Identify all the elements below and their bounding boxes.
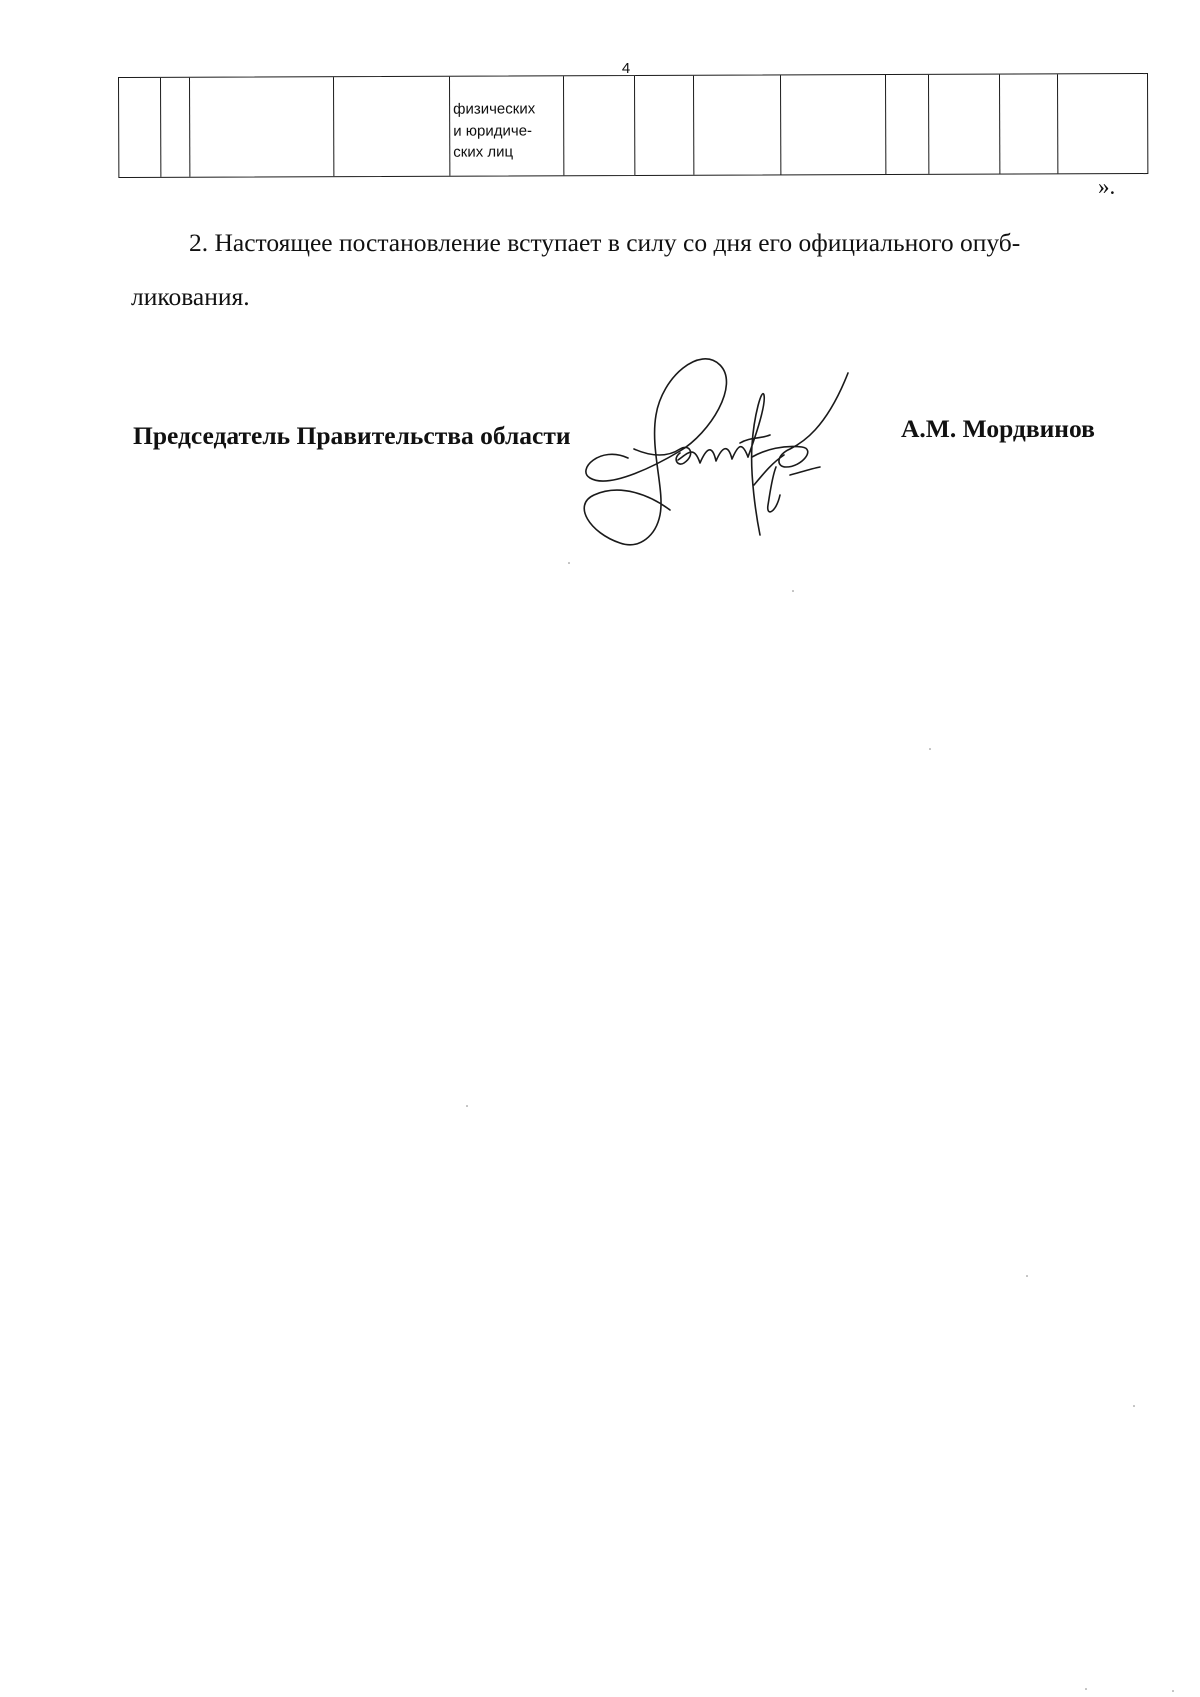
scan-speck bbox=[466, 1105, 468, 1107]
table-cell-text bbox=[453, 98, 563, 163]
scan-speck bbox=[792, 590, 794, 592]
table-fragment bbox=[118, 73, 1148, 178]
table-cell-line: ских лиц bbox=[453, 143, 514, 161]
table-column-divider bbox=[928, 75, 929, 174]
paragraph-line-1: 2. Настоящее постановление вступает в силу со дня его официального опуб- bbox=[189, 228, 1021, 257]
table-cell-line: физических bbox=[453, 100, 536, 118]
table-column-divider bbox=[449, 77, 450, 176]
table-column-divider bbox=[1057, 74, 1058, 173]
signatory-name: А.М. Мордвинов bbox=[901, 414, 1095, 443]
table-column-divider bbox=[189, 78, 190, 177]
table-cell-line: и юридиче- bbox=[453, 121, 533, 140]
table-column-divider bbox=[634, 76, 635, 175]
scan-speck bbox=[1133, 1405, 1135, 1407]
table-column-divider bbox=[999, 75, 1000, 174]
paragraph-line-2: ликования. bbox=[131, 282, 250, 311]
signatory-title: Председатель Правительства области bbox=[133, 421, 571, 450]
page-number: 4 bbox=[621, 60, 631, 77]
scan-speck bbox=[1172, 1690, 1174, 1692]
scan-speck bbox=[1026, 1275, 1028, 1277]
scan-speck bbox=[1085, 1688, 1087, 1690]
table-column-divider bbox=[333, 77, 334, 176]
table-column-divider bbox=[693, 76, 694, 175]
scan-speck bbox=[568, 562, 570, 564]
table-column-divider bbox=[885, 75, 886, 174]
handwritten-signature bbox=[580, 345, 940, 560]
scan-speck bbox=[929, 748, 931, 750]
closing-quote: ». bbox=[1098, 174, 1116, 199]
table-column-divider bbox=[780, 75, 781, 174]
table-column-divider bbox=[160, 78, 161, 177]
